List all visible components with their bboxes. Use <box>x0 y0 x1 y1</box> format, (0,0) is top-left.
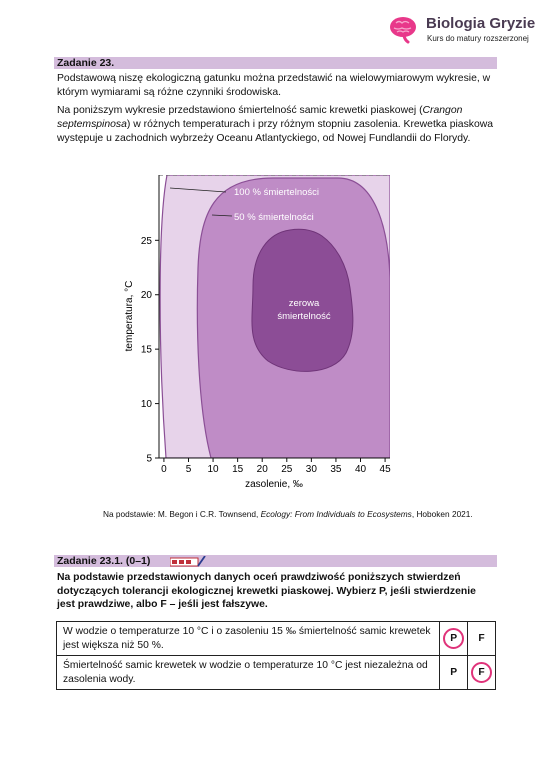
source-suffix: , Hoboken 2021. <box>411 509 473 519</box>
y-tick-label: 15 <box>140 344 152 356</box>
option-p[interactable] <box>440 622 468 656</box>
source-citation <box>103 509 473 519</box>
y-tick-label: 10 <box>140 399 152 411</box>
subtask-header <box>54 555 497 567</box>
x-tick-label: 25 <box>281 464 293 475</box>
statement-text: Śmiertelność samic krewetek w wodzie o temperaturze 10 °C jest niezależna od zasolenia wody. <box>57 656 440 690</box>
option-p[interactable]: P <box>440 656 468 690</box>
statement-text: W wodzie o temperaturze 10 °C i o zasoleniu 15 ‰ śmiertelność samic krewetek jest większa niż 50 %. <box>57 622 440 656</box>
x-tick-label: 30 <box>305 464 317 475</box>
x-tick-label: 15 <box>232 464 244 475</box>
x-tick-label: 5 <box>185 464 192 475</box>
x-tick-label: 40 <box>354 464 367 475</box>
y-tick-label: 5 <box>146 453 152 465</box>
logo-title: Biologia Gryzie <box>426 15 536 32</box>
selected-answer[interactable]: P <box>443 628 464 649</box>
x-tick-label: 20 <box>256 464 268 475</box>
y-axis-ticks <box>141 236 159 465</box>
y-axis-label: temperatura, °C <box>124 280 135 352</box>
true-false-table <box>56 621 496 690</box>
source-title: Ecology: From Individuals to Ecosystems <box>260 509 412 519</box>
y-tick-label: 25 <box>140 235 152 247</box>
subtask-title: Zadanie 23.1. (0–1) <box>57 555 151 567</box>
logo-subtitle: Kurs do matury rozszerzonej <box>427 34 529 43</box>
x-tick-label: 35 <box>330 464 342 475</box>
option-f[interactable]: F <box>468 622 496 656</box>
y-tick-label: 20 <box>140 290 152 302</box>
source-prefix: Na podstawie: M. Begon i C.R. Townsend, <box>103 509 261 519</box>
brain-icon <box>388 14 418 44</box>
desc-part2: ) w różnych temperaturach i przy różnym stopniu zasolenia. Krewetka piaskowa występuje u zachodnich wybrzeży Oceanu Atlantyckiego, od Nowej Fundlandii do Florydy. <box>57 119 494 144</box>
option-f[interactable] <box>468 656 496 690</box>
x-tick-label: 10 <box>207 464 219 475</box>
table-row <box>57 622 496 656</box>
x-tick-label: 45 <box>379 464 391 475</box>
species-name: Crangon septemspinosa <box>57 105 463 130</box>
mortality-chart <box>118 168 400 496</box>
logo <box>388 14 538 48</box>
table-row <box>57 656 496 690</box>
task-description <box>57 104 497 146</box>
x-axis-ticks <box>161 458 391 475</box>
desc-part1: Na poniższym wykresie przedstawiono śmiertelność samic krewetki piaskowej ( <box>57 105 423 116</box>
subtask-instructions: Na podstawie przedstawionych danych oceń prawdziwość poniższych stwierdzeń dotyczących tolerancji ekologicznej krewetki piaskowej. Wybierz P, jeśli stwierdzenie jest prawdziwe, albo F – jeśli jest fałszywe. <box>57 572 476 610</box>
task-intro: Podstawową niszę ekologiczną gatunku można przedstawić na wielowymiarowym wykresie, w którym wymiarami są różne czynniki środowiska. <box>57 73 491 98</box>
label-50-mortality: 50 % śmiertelności <box>234 212 314 223</box>
x-tick-label: 0 <box>161 464 167 475</box>
task-header: Zadanie 23. <box>54 57 497 69</box>
selected-answer[interactable]: F <box>471 662 492 683</box>
skills-icon <box>170 556 206 567</box>
label-100-mortality: 100 % śmiertelności <box>234 187 320 198</box>
label-zero-mortality: zerowa śmiertelność <box>277 298 331 322</box>
x-axis-label: zasolenie, ‰ <box>245 479 303 490</box>
